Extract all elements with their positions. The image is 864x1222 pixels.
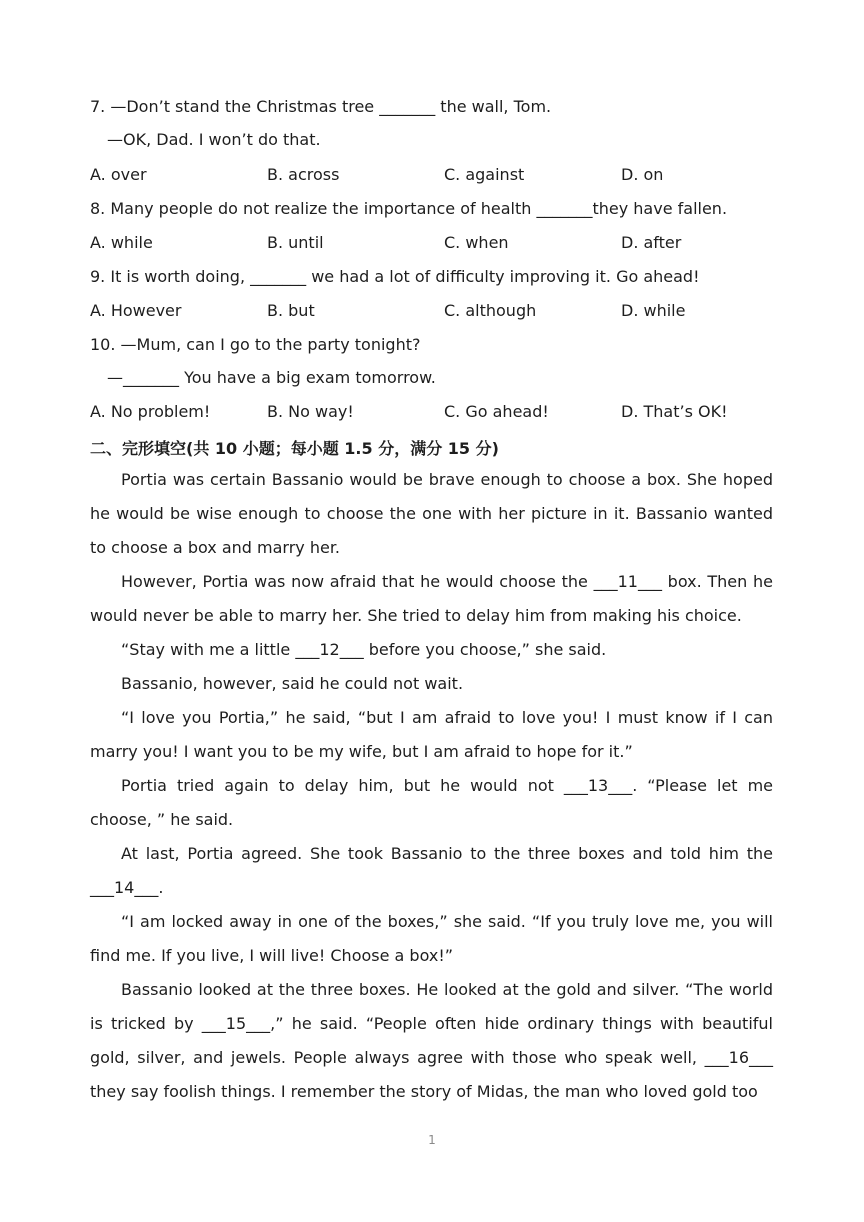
option-d: D. after [621, 233, 682, 252]
option-d: D. while [621, 301, 686, 320]
option-a: A. over [90, 165, 147, 184]
passage-paragraph: “I love you Portia,” he said, “but I am afraid to love you! I must know if I can marry you! I want you to be my wife, but I am afraid to hope for it.” [90, 708, 773, 761]
question-10-stem: 10. —Mum, can I go to the party tonight? [90, 335, 421, 354]
option-a: A. However [90, 301, 182, 320]
question-7-stem: 7. —Don’t stand the Christmas tree _______ the wall, Tom. [90, 97, 552, 116]
option-c: C. Go ahead! [444, 402, 549, 421]
question-10-reply: —_______ You have a big exam tomorrow. [107, 368, 436, 387]
passage-paragraph: Bassanio, however, said he could not wait. [121, 674, 464, 693]
option-c: C. although [444, 301, 537, 320]
passage-paragraph: Portia was certain Bassanio would be brave enough to choose a box. She hoped he would be wise enough to choose the one with her picture in it. Bassanio wanted to choose a box and marry her. [90, 470, 773, 557]
passage-paragraph: Portia tried again to delay him, but he would not ___13___. “Please let me choose, ” he said. [90, 776, 773, 829]
option-b: B. No way! [267, 402, 354, 421]
option-b: B. but [267, 301, 315, 320]
passage-paragraph: “I am locked away in one of the boxes,” she said. “If you truly love me, you will find me. If you live, I will live! Choose a box!” [90, 912, 773, 965]
option-d: D. on [621, 165, 664, 184]
option-a: A. while [90, 233, 153, 252]
option-b: B. across [267, 165, 340, 184]
section-title: 二、完形填空(共 10 小题；每小题 1.5 分，满分 15 分) [90, 439, 499, 458]
passage-paragraph: Bassanio looked at the three boxes. He looked at the gold and silver. “The world is tricked by ___15___,” he said. “People often hide ordinary things with beautiful gold, silver, and jewels. People always agree with those who speak well, ___16___ they say foolish things. I remember the story of Midas, the man who loved gold too [90, 980, 773, 1101]
option-d: D. That’s OK! [621, 402, 728, 421]
passage-paragraph: At last, Portia agreed. She took Bassanio to the three boxes and told him the ___14___. [90, 844, 773, 897]
passage-paragraph: However, Portia was now afraid that he would choose the ___11___ box. Then he would never be able to marry her. She tried to delay him from making his choice. [90, 572, 773, 625]
option-c: C. when [444, 233, 509, 252]
question-8-stem: 8. Many people do not realize the importance of health _______they have fallen. [90, 199, 728, 218]
question-9-stem: 9. It is worth doing, _______ we had a lot of difficulty improving it. Go ahead! [90, 267, 700, 286]
option-c: C. against [444, 165, 525, 184]
option-b: B. until [267, 233, 324, 252]
question-7-reply: —OK, Dad. I won’t do that. [107, 130, 321, 149]
option-a: A. No problem! [90, 402, 211, 421]
page-number: 1 [428, 1133, 436, 1147]
passage-paragraph: “Stay with me a little ___12___ before you choose,” she said. [121, 640, 607, 659]
